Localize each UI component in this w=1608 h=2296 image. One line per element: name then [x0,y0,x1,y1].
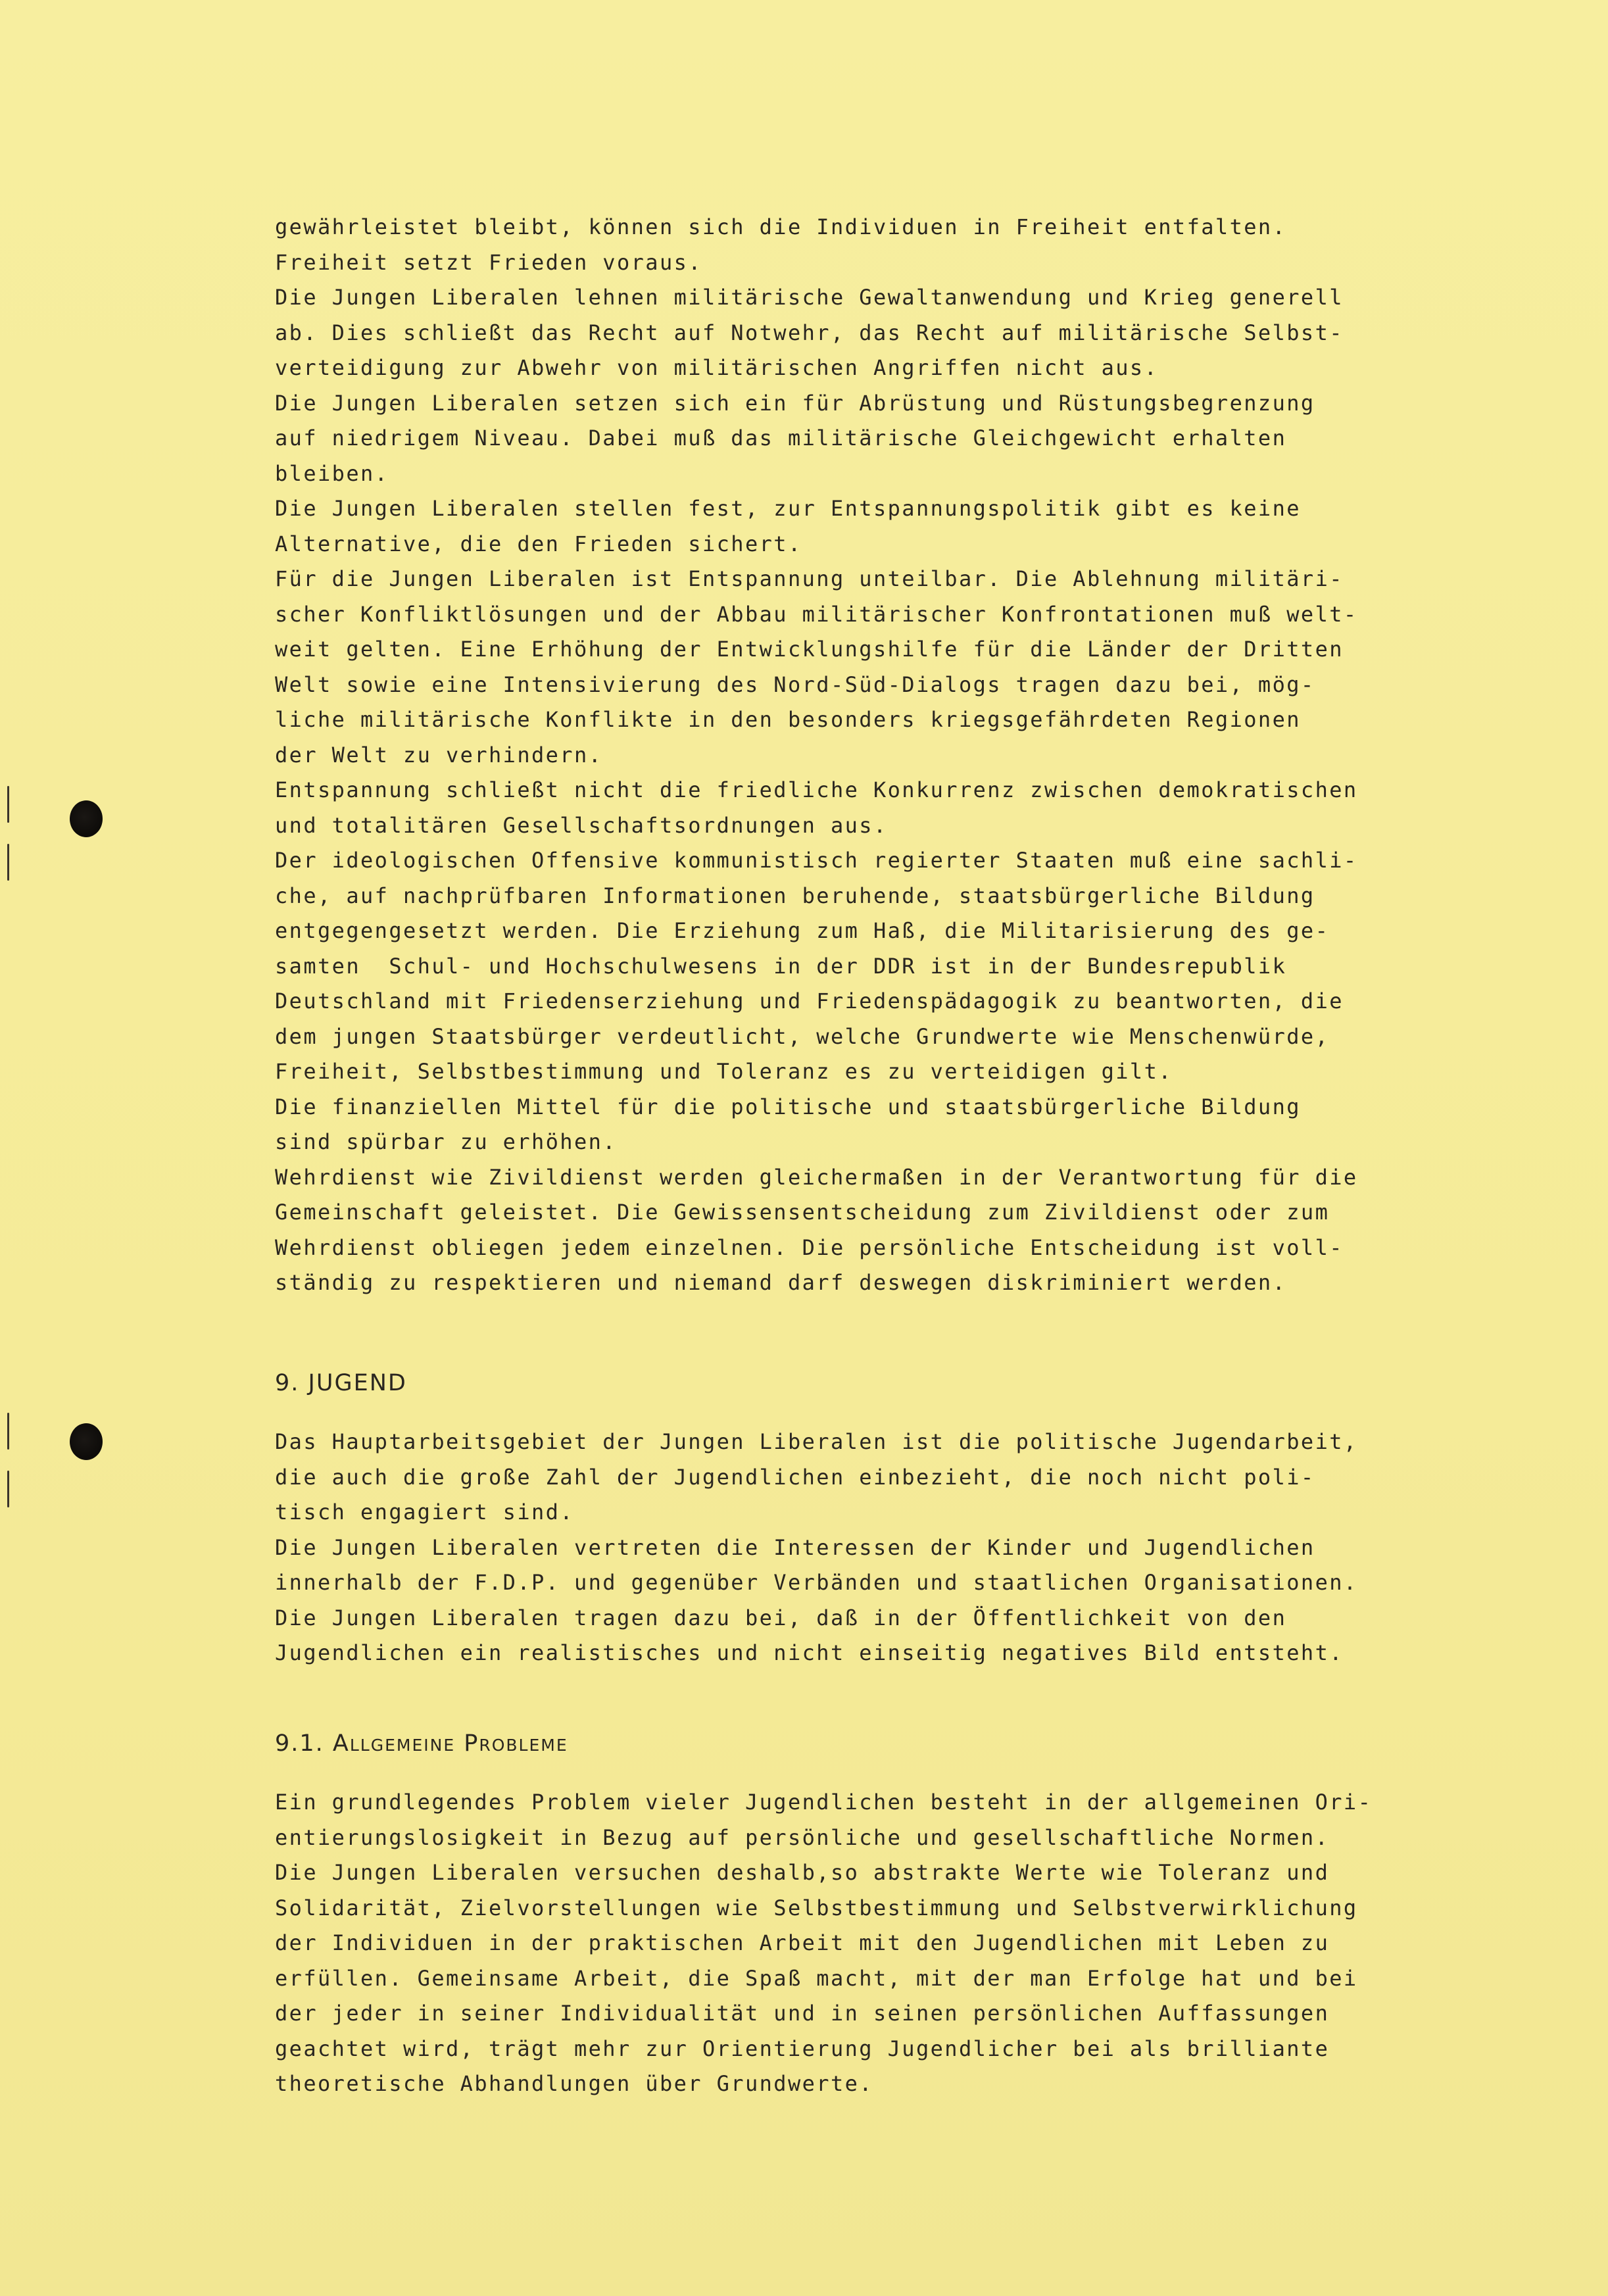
body-text-section-jugend [275,1425,1358,1671]
margin-mark [7,1413,9,1450]
text-line: bleiben. [275,460,389,486]
text-line: Freiheit setzt Frieden voraus. [275,249,702,275]
text-line: erfüllen. Gemeinsame Arbeit, die Spaß macht, mit der man Erfolge hat und bei [275,1965,1358,1991]
text-line: weit gelten. Eine Erhöhung der Entwicklungshilfe für die Länder der Dritten [275,637,1344,662]
text-line: der Welt zu verhindern. [275,742,603,768]
punch-hole [70,800,103,837]
text-line: entierungslosigkeit in Bezug auf persönliche und gesellschaftliche Normen. [275,1824,1330,1850]
text-line: Entspannung schließt nicht die friedliche Konkurrenz zwischen demokratischen [275,777,1358,802]
text-line: und totalitären Gesellschaftsordnungen aus. [275,812,888,838]
margin-mark [7,786,9,823]
text-line: scher Konfliktlösungen und der Abbau militärischer Konfrontationen muß welt- [275,601,1358,627]
text-line: Alternative, die den Frieden sichert. [275,531,802,556]
text-line: Gemeinschaft geleistet. Die Gewissensentscheidung zum Zivildienst oder zum [275,1200,1330,1225]
text-line: liche militärische Konflikte in den besonders kriegsgefährdeten Regionen [275,707,1301,732]
text-line: samten Schul- und Hochschulwesens in der DDR ist in der Bundesrepublik [275,953,1287,979]
text-line: theoretische Abhandlungen über Grundwerte. [275,2071,873,2096]
section-heading-jugend: 9. JUGEND [275,1370,407,1396]
text-line: Freiheit, Selbstbestimmung und Toleranz es zu verteidigen gilt. [275,1059,1173,1084]
punch-hole [70,1423,103,1460]
text-line: verteidigung zur Abwehr von militärischen Angriffen nicht aus. [275,355,1159,380]
text-line: tisch engagiert sind. [275,1500,574,1525]
margin-mark [7,844,9,881]
text-line: Die Jungen Liberalen stellen fest, zur Entspannungspolitik gibt es keine [275,496,1301,521]
text-line: Die Jungen Liberalen tragen dazu bei, daß in der Öffentlichkeit von den [275,1605,1287,1630]
text-line: dem jungen Staatsbürger verdeutlicht, welche Grundwerte wie Menschenwürde, [275,1023,1330,1049]
text-line: Die Jungen Liberalen vertreten die Interessen der Kinder und Jugendlichen [275,1534,1315,1560]
text-line: die auch die große Zahl der Jugendlichen einbezieht, die noch nicht poli- [275,1464,1315,1490]
text-line: Solidarität, Zielvorstellungen wie Selbstbestimmung und Selbstverwirklichung [275,1895,1358,1920]
section-heading-allgemeine-probleme: 9.1. Allgemeine Probleme [275,1730,568,1757]
text-line: ab. Dies schließt das Recht auf Notwehr, das Recht auf militärische Selbst- [275,320,1344,345]
text-line: Die Jungen Liberalen versuchen deshalb,so abstrakte Werte wie Toleranz und [275,1860,1330,1885]
text-line: gewährleistet bleibt, können sich die Individuen in Freiheit entfalten. [275,214,1287,239]
text-line: Jugendlichen ein realistisches und nicht einseitig negatives Bild entsteht. [275,1640,1344,1665]
text-line: ständig zu respektieren und niemand darf deswegen diskriminiert werden. [275,1270,1287,1295]
text-line: Ein grundlegendes Problem vieler Jugendlichen besteht in der allgemeinen Ori- [275,1790,1373,1815]
body-text-section-frieden [275,210,1358,1301]
text-line: innerhalb der F.D.P. und gegenüber Verbänden und staatlichen Organisationen. [275,1570,1358,1595]
text-line: entgegengesetzt werden. Die Erziehung zum Haß, die Militarisierung des ge- [275,918,1330,943]
text-line: der Individuen in der praktischen Arbeit mit den Jugendlichen mit Leben zu [275,1930,1330,1955]
text-line: der jeder in seiner Individualität und in seinen persönlichen Auffassungen [275,2001,1330,2026]
text-line: Der ideologischen Offensive kommunistisch regierter Staaten muß eine sachli- [275,848,1358,873]
text-line: Wehrdienst obliegen jedem einzelnen. Die persönliche Entscheidung ist voll- [275,1234,1344,1260]
text-line: auf niedrigem Niveau. Dabei muß das militärische Gleichgewicht erhalten [275,426,1287,451]
body-text-section-allgemeine-probleme [275,1785,1373,2102]
text-line: Wehrdienst wie Zivildienst werden gleichermaßen in der Verantwortung für die [275,1164,1358,1190]
text-line: che, auf nachprüfbaren Informationen beruhende, staatsbürgerliche Bildung [275,883,1315,908]
text-line: sind spürbar zu erhöhen. [275,1129,617,1154]
text-line: Für die Jungen Liberalen ist Entspannung unteilbar. Die Ablehnung militäri- [275,566,1344,591]
text-line: Welt sowie eine Intensivierung des Nord-Süd-Dialogs tragen dazu bei, mög- [275,672,1315,697]
text-line: geachtet wird, trägt mehr zur Orientierung Jugendlicher bei als brilliante [275,2036,1330,2061]
margin-mark [7,1471,9,1507]
text-line: Die Jungen Liberalen setzen sich ein für Abrüstung und Rüstungsbegrenzung [275,390,1315,416]
text-line: Deutschland mit Friedenserziehung und Friedenspädagogik zu beantworten, die [275,989,1344,1014]
text-line: Das Hauptarbeitsgebiet der Jungen Liberalen ist die politische Jugendarbeit, [275,1429,1358,1454]
text-line: Die finanziellen Mittel für die politische und staatsbürgerliche Bildung [275,1094,1301,1119]
text-line: Die Jungen Liberalen lehnen militärische Gewaltanwendung und Krieg generell [275,285,1344,310]
